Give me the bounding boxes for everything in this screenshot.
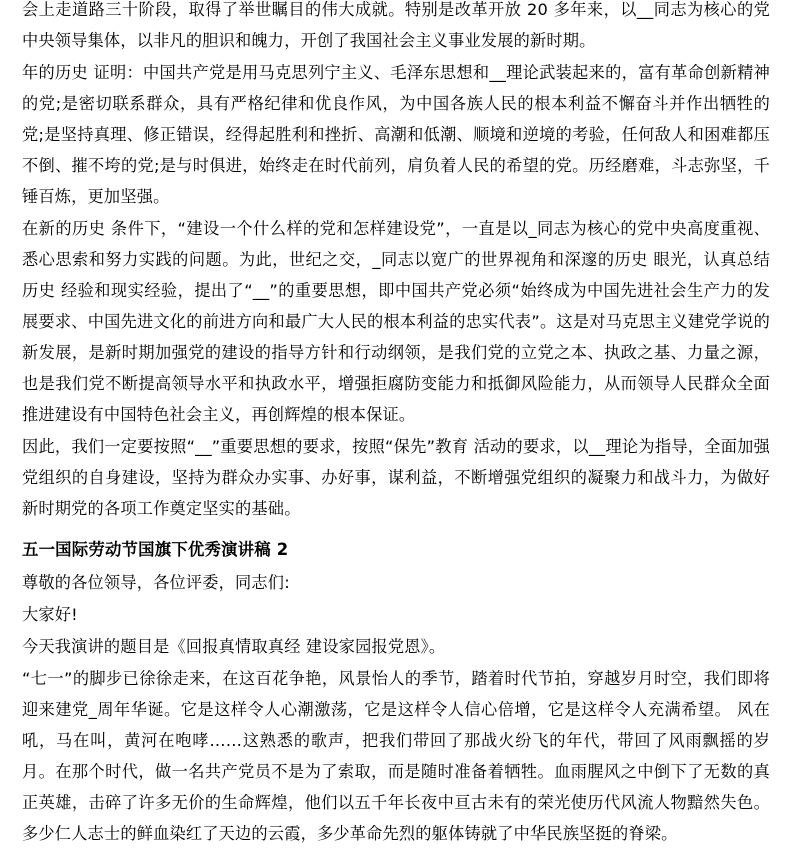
speech-topic: 今天我演讲的题目是《回报真情取真经 建设家园报党恩》。 [22, 637, 446, 656]
speech-greeting: 大家好! [22, 605, 78, 624]
speech-main-paragraph: “七一”的脚步已徐徐走来，在这百花争艳，风景怡人的季节，踏着时代节拍，穿越岁月时空，我们即将迎来建党_周年华诞。它是这样令人心潮激荡，它是这样令人信心倍增，它是这样令人充满希望。 风在吼，马在叫，黄河在咆哮……这熟悉的歌声，把我们带回了那战火纷飞的年代，带回了风雨飘摇的岁月。在那个时代，做一名共产党员不是为了索取，而是随时准备着牺牲。血雨腥风之中倒下了无数的真正英雄，击碎了许多无价的生命辉煌，他们以五千年长夜中亘古未有的荣光使历代风流人物黯然失色。多少仁人志士的鲜血染红了天边的云霞，多少革命先烈的躯体铸就了中华民族坚挺的脊梁。 [22, 669, 770, 843]
paragraph-2: 年的历史 证明：中国共产党是用马克思列宁主义、毛泽东思想和__理论武装起来的，富有革命创新精神的党;是密切联系群众，具有严格纪律和优良作风，为中国各族人民的根本利益不懈奋斗并作出牺牲的党;是坚持真理、修正错误，经得起胜利和挫折、高潮和低潮、顺境和逆境的考验，任何敌人和困难都压不倒、摧不垮的党;是与时俱进，始终走在时代前列，肩负着人民的希望的党。历经磨难，斗志弥坚，千锤百炼，更加坚强。 [22, 63, 770, 206]
paragraph-3: 在新的历史 条件下，“建设一个什么样的党和怎样建设党”，一直是以_同志为核心的党中央高度重视、悉心思索和努力实践的问题。为此，世纪之交，_同志以宽广的世界视角和深邃的历史 眼光，认真总结历史 经验和现实经验，提出了“__”的重要思想，即中国共产党必须“始终成为中国先进社会生产力的发展要求、中国先进文化的前进方向和最广大人民的根本利益的忠实代表”。这是对马克思主义建党学说的新发展，是新时期加强党的建设的指导方针和行动纲领，是我们党的立党之本、执政之基、力量之源，也是我们党不断提高领导水平和执政水平，增强拒腐防变能力和抵御风险能力，从而领导人民群众全面推进建设有中国特色社会主义，再创辉煌的根本保证。 [22, 219, 770, 424]
speech-salutation: 尊敬的各位领导，各位评委，同志们: [22, 573, 290, 592]
document-body [22, 0, 770, 849]
paragraph-1: 会上走道路三十阶段，取得了举世瞩目的伟大成就。特别是改革开放 20 多年来，以__同志为核心的党中央领导集体，以非凡的胆识和魄力，开创了我国社会主义事业发展的新时期。 [22, 0, 770, 50]
paragraph-4: 因此，我们一定要按照“__”重要思想的要求，按照“保先”教育 活动的要求，以__理论为指导，全面加强党组织的自身建设，坚持为群众办实事、办好事，谋利益，不断增强党组织的凝聚力和战斗力，为做好新时期党的各项工作奠定坚实的基础。 [22, 437, 770, 518]
section-heading: 五一国际劳动节国旗下优秀演讲稿 2 [22, 540, 289, 559]
